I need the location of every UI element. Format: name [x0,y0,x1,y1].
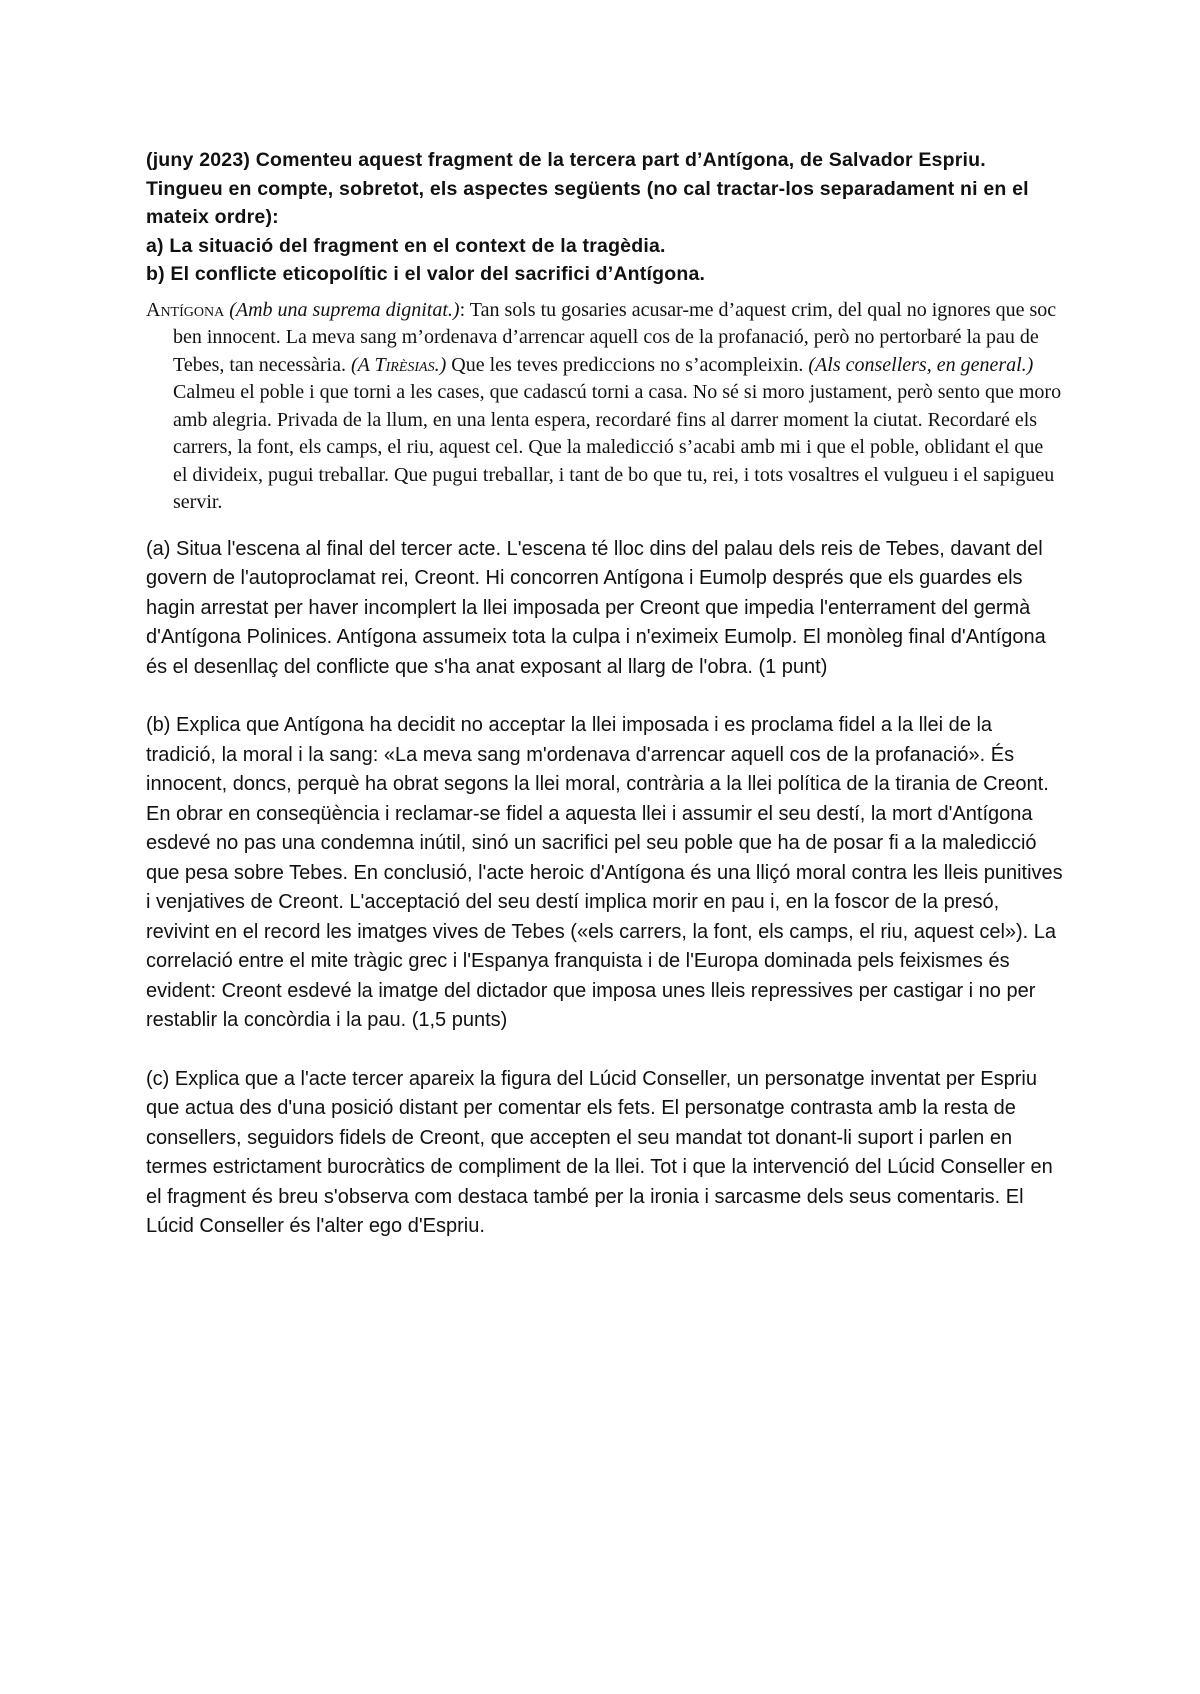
document-page [146,146,1066,1242]
answer-a: (a) Situa l'escena al final del tercer acte. L'escena té lloc dins del palau dels reis de Tebes, davant del govern de l'autoproclamat rei, Creont. Hi concorren Antígona i Eumolp després que els guardes els hagin arrestat per haver incomplert la llei imposada per Creont que impedia l'enterrament del germà d'Antígona Polinices. Antígona assumeix tota la culpa i n'eximeix Eumolp. El monòleg final d'Antígona és el desenllaç del conflicte que s'ha anat exposant al llarg de l'obra. (1 punt) [146,537,1046,678]
excerpt-text: Que les teves prediccions no s’acompleixin. [446,353,809,376]
answer-c: (c) Explica que a l'acte tercer apareix la figura del Lúcid Conseller, un personatge inventat per Espriu que actua des d'una posició distant per comentar els fets. El personatge contrasta amb la resta de consellers, seguidors fidels de Creont, que accepten el seu mandat tot donant-li suport i parlen en termes estrictament burocràtics de compliment de la llei. Tot i que la intervenció del Lúcid Conseller en el fragment és breu s'observa com destaca també per la ironia i sarcasme dels seus comentaris. El Lúcid Conseller és l'alter ego d'Espriu. [146,1067,1053,1237]
speaker-name: Antígona [146,298,225,321]
stage-direction: (Als consellers, en general.) [808,353,1034,376]
stage-direction: (Amb una suprema dignitat.) [229,298,460,321]
excerpt-text: : Tan sols tu gosaries acusar-me d’aquest crim, del qual no ignores que soc ben innocent. La meva sang m’ordenava d’arrencar aquell cos de la profanació, però no pertorbaré la pau de Tebes, tan necessària. [173,298,1057,376]
prompt-item-a: a) La situació del fragment en el context de la tragèdia. [146,234,666,257]
stage-direction-close: .) [434,353,447,376]
play-excerpt [146,297,1066,517]
stage-direction-open: (A [350,353,375,376]
prompt-item-b: b) El conflicte eticopolític i el valor del sacrifici d’Antígona. [146,263,706,285]
prompt-intro: (juny 2023) Comenteu aquest fragment de la tercera part d’Antígona, de Salvador Espriu. Tingueu en compte, sobretot, els aspectes següents (no cal tractar-los separadament ni en el mateix ordre): [146,149,1029,228]
exam-prompt [146,146,1066,289]
stage-direction-character: Tirèsias [374,353,435,376]
excerpt-text: Calmeu el poble i que torni a les cases, que cadascú torni a casa. No sé si moro justament, però sento que moro amb alegria. Privada de la llum, en una lenta espera, recordaré fins al darrer moment la ciutat. Recordaré els carrers, la font, els camps, el riu, aquest cel. Que la maledicció s’acabi amb mi i que el poble, oblidant el que el divideix, pugui treballar. Que pugui treballar, i tant de bo que tu, rei, i tots vosaltres el vulgueu i el sapigueu servir. [173,381,1062,513]
answer-b: (b) Explica que Antígona ha decidit no acceptar la llei imposada i es proclama fidel a la llei de la tradició, la moral i la sang: «La meva sang m'ordenava d'arrencar aquell cos de la profanació». És innocent, doncs, perquè ha obrat segons la llei moral, contrària a la llei política de la tirania de Creont. En obrar en conseqüència i reclamar-se fidel a aquesta llei i assumir el seu destí, la mort d'Antígona esdevé no pas una condemna inútil, sinó un sacrifici pel seu poble que ha de posar fi a la maledicció que pesa sobre Tebes. En conclusió, l'acte heroic d'Antígona és una lliçó moral contra les lleis punitives i venjatives de Creont. L'acceptació del seu destí implica morir en pau i, en la foscor de la presó, revivint en el record les imatges vives de Tebes («els carrers, la font, els camps, el riu, aquest cel»). La correlació entre el mite tràgic grec i l'Espanya franquista i de l'Europa dominada pels feixismes és evident: Creont esdevé la imatge del dictador que imposa unes lleis repressives per castigar i no per restablir la concòrdia i la pau. (1,5 punts) [146,714,1063,1031]
